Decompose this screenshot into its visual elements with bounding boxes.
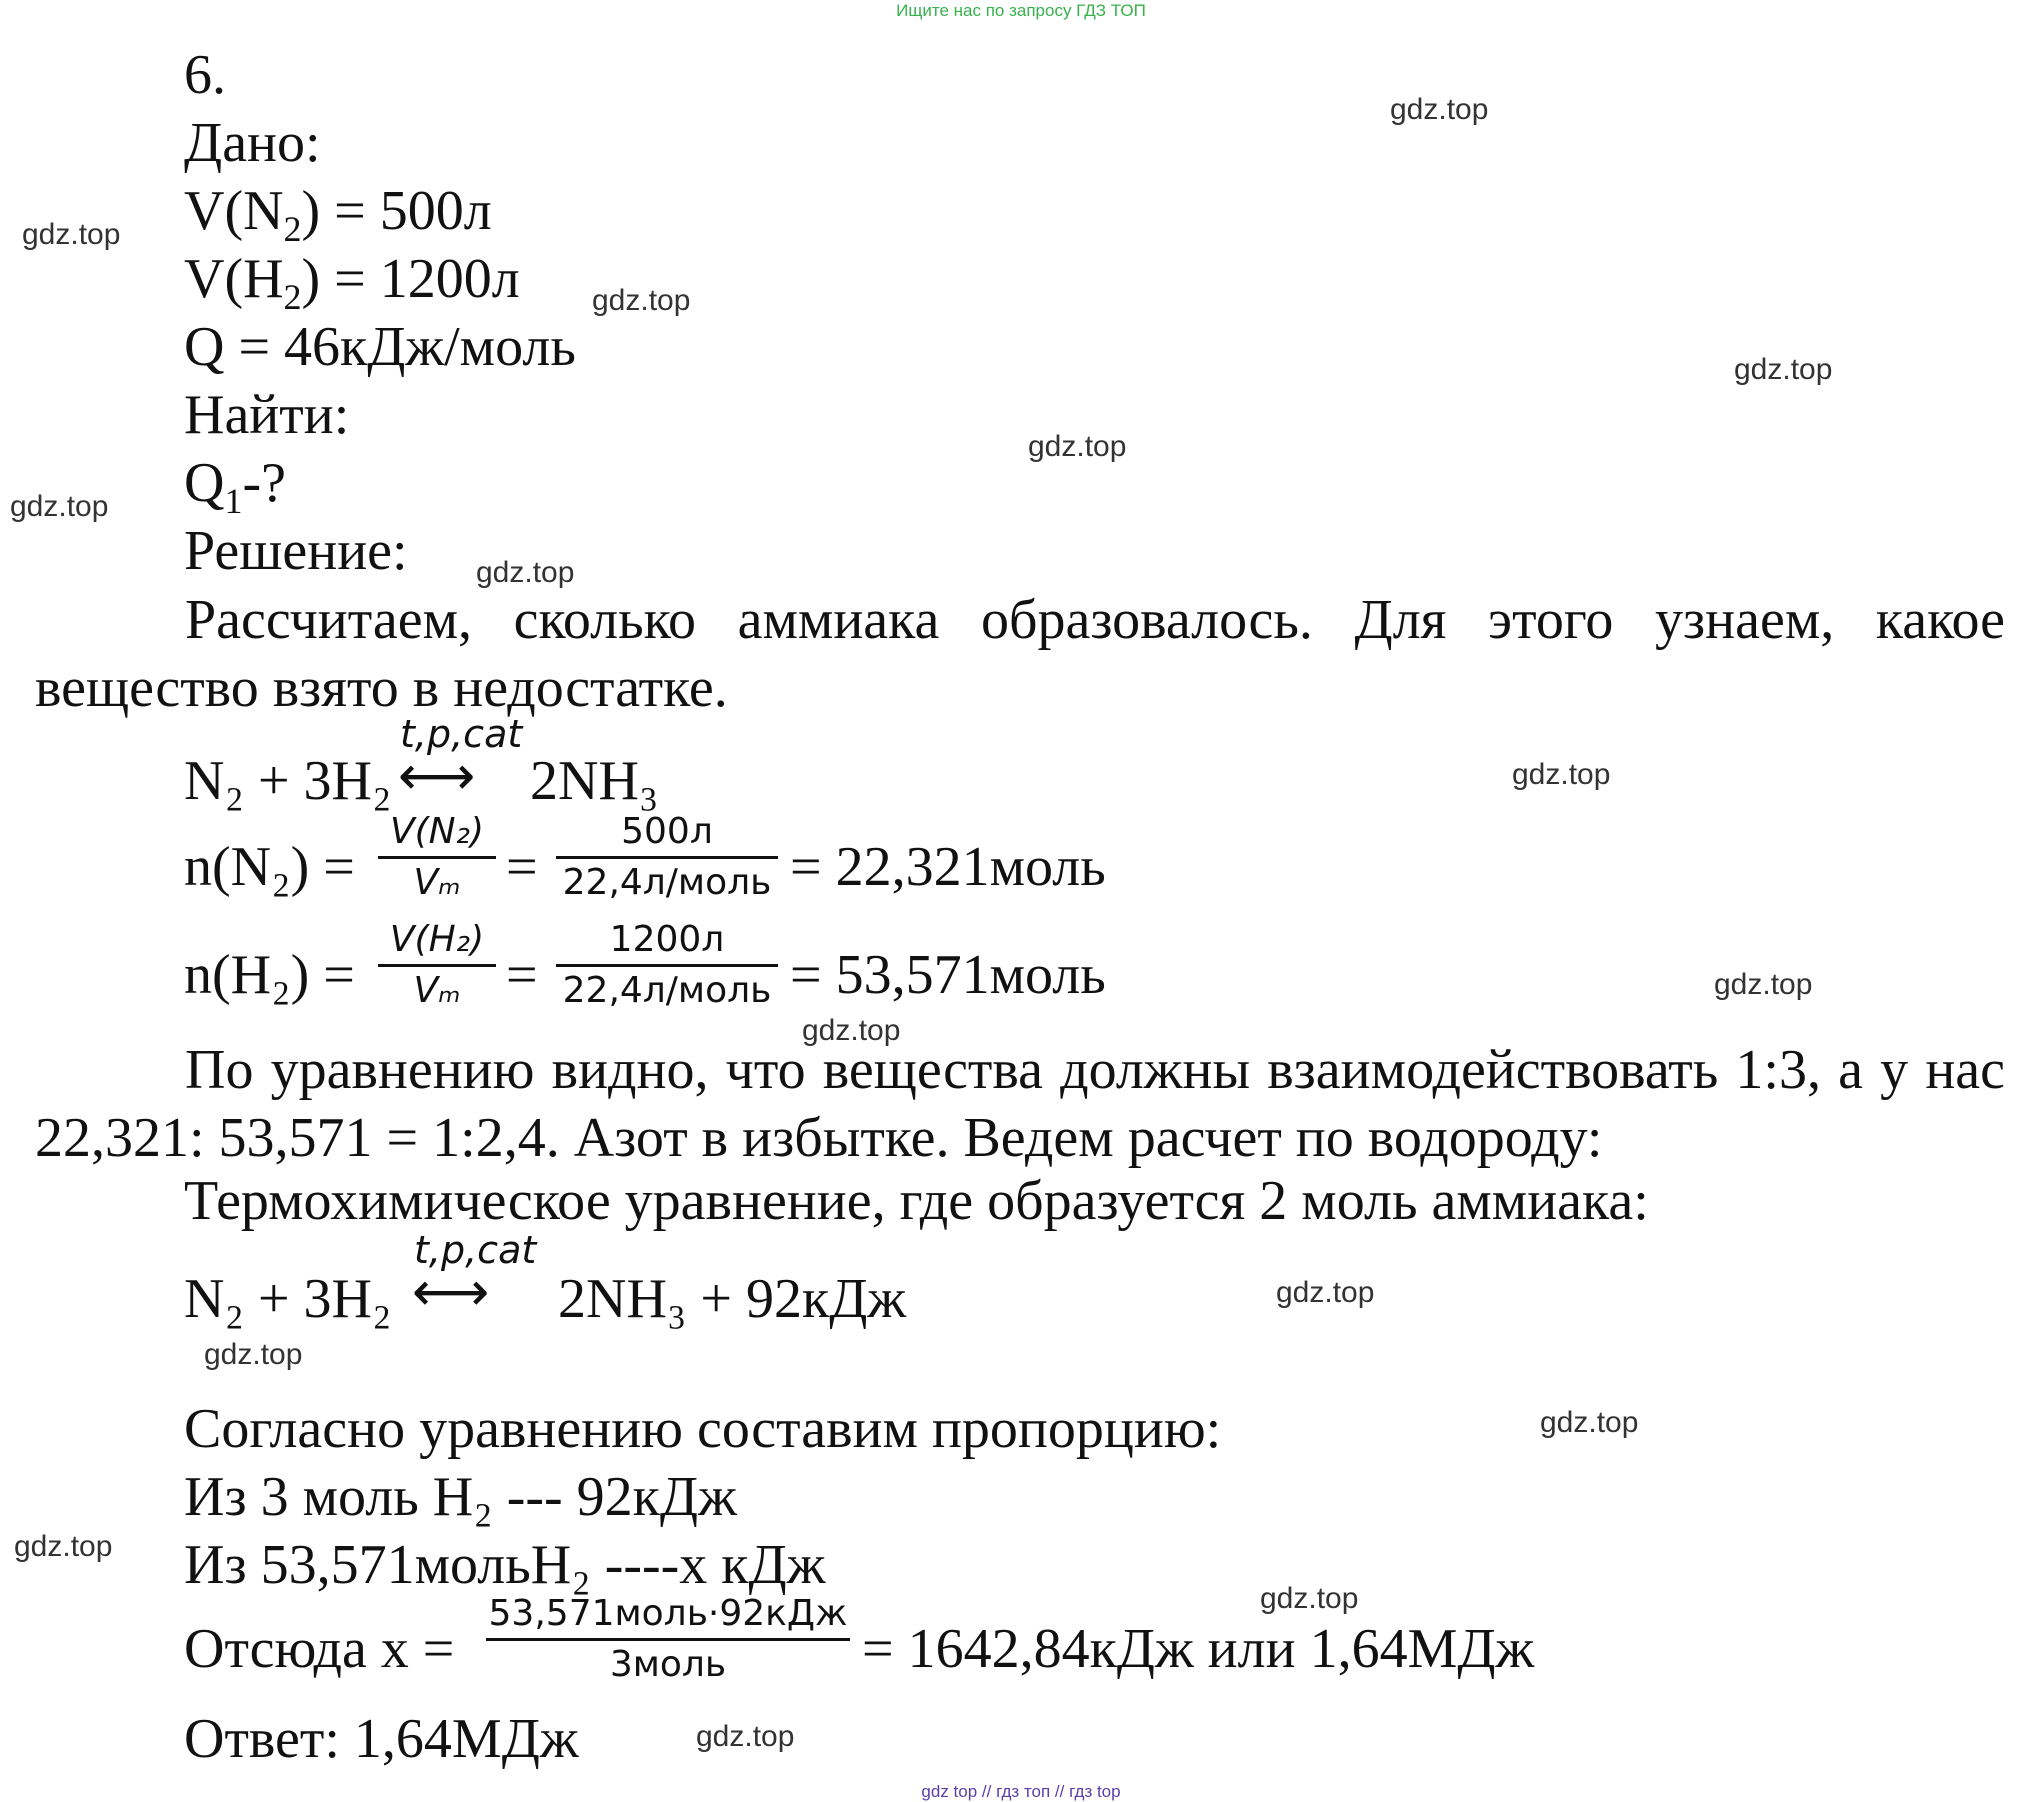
given-item: $V(N_2) = 500л$ [184,180,492,249]
fraction-denominator: 22,4л/моль [562,862,772,903]
watermark: gdz.top [204,1338,303,1371]
paragraph: По уравнению видно, что вещества должны взаимодействовать 1:3, а у нас 22,321: 53,571 = 1:2,4. Азот в избытке. Ведем расчет по водороду: [35,1039,2005,1169]
fraction-bar [556,964,778,967]
task-number: 6. [184,44,226,106]
reaction-right: 2NH₃ + 92кДж [558,1268,907,1330]
find-label: Найти: [184,384,350,446]
watermark: gdz.top [802,1014,901,1047]
proportion-line: Из 53,571мольH₂ ----x кДж [184,1534,826,1596]
watermark: gdz.top [1276,1276,1375,1309]
result-lhs: Отсюда x = [184,1618,455,1680]
watermark: gdz.top [1540,1406,1639,1439]
fraction [556,812,778,903]
result-rhs: = 1642,84кДж или 1,64МДж [862,1618,1535,1680]
paragraph: Рассчитаем, сколько аммиака образовалось. Для этого узнаем, какое вещество взято в недостатке. [35,589,2005,719]
reaction-conditions: t,p,cat [400,712,523,756]
eq-lhs: n(N₂) = [184,836,355,898]
watermark: gdz.top [1512,758,1611,791]
watermark: gdz.top [696,1720,795,1753]
fraction [486,1594,850,1685]
fraction [556,920,778,1011]
eq-result: = 22,321моль [790,836,1106,898]
find-item: $Q_1-$? [184,452,286,521]
equals-sign: = [506,836,538,898]
given-label: Дано: [184,112,321,174]
fraction-bar [378,856,496,859]
solution-label: Решение: [184,520,408,582]
fraction-numerator: 500л [621,811,713,852]
paragraph: Термохимическое уравнение, где образуется 2 моль аммиака: [184,1170,1649,1232]
given-item: Q = 46кДж/моль [184,316,576,378]
watermark: gdz.top [22,218,121,251]
answer: Ответ: 1,64МДж [184,1708,579,1770]
fraction-numerator: 53,571моль·92кДж [488,1593,848,1634]
fraction-numerator: V(N₂) [389,811,485,852]
eq-result: = 53,571моль [790,944,1106,1006]
reaction-left: N₂ + 3H₂ [184,750,392,812]
fraction-denominator: 3моль [609,1644,727,1685]
equals-sign: = [506,944,538,1006]
watermark: gdz.top [14,1530,113,1563]
fraction-denominator: Vₘ [413,970,461,1011]
proportion-line: Из 3 моль H₂ --- 92кДж [184,1466,737,1528]
reaction-left: N₂ + 3H₂ [184,1268,392,1330]
watermark: gdz.top [1714,968,1813,1001]
bottom-banner[interactable]: gdz top // гдз топ // гдз top [921,1782,1121,1801]
watermark: gdz.top [1260,1582,1359,1615]
fraction-numerator: 1200л [609,919,725,960]
proportion-label: Согласно уравнению составим пропорцию: [184,1398,1222,1460]
fraction-bar [556,856,778,859]
reaction-right: 2NH₃ [530,750,659,812]
fraction [378,920,496,1011]
watermark: gdz.top [10,490,109,523]
reaction-conditions: t,p,cat [414,1228,537,1272]
watermark: gdz.top [1734,353,1833,386]
watermark: gdz.top [1028,430,1127,463]
equilibrium-arrow-icon: ⟷ [412,1260,490,1323]
fraction [378,812,496,903]
equilibrium-arrow-icon: ⟷ [398,744,476,807]
watermark: gdz.top [1390,93,1489,126]
fraction-bar [486,1638,850,1641]
fraction-bar [378,964,496,967]
watermark: gdz.top [592,284,691,317]
fraction-denominator: 22,4л/моль [562,970,772,1011]
watermark: gdz.top [476,556,575,589]
fraction-numerator: V(H₂) [389,919,485,960]
given-item: $V(H_2) = 1200л$ [184,248,520,317]
eq-lhs: n(H₂) = [184,944,355,1006]
fraction-denominator: Vₘ [413,862,461,903]
top-banner[interactable]: Ищите нас по запросу ГДЗ ТОП [896,1,1146,20]
